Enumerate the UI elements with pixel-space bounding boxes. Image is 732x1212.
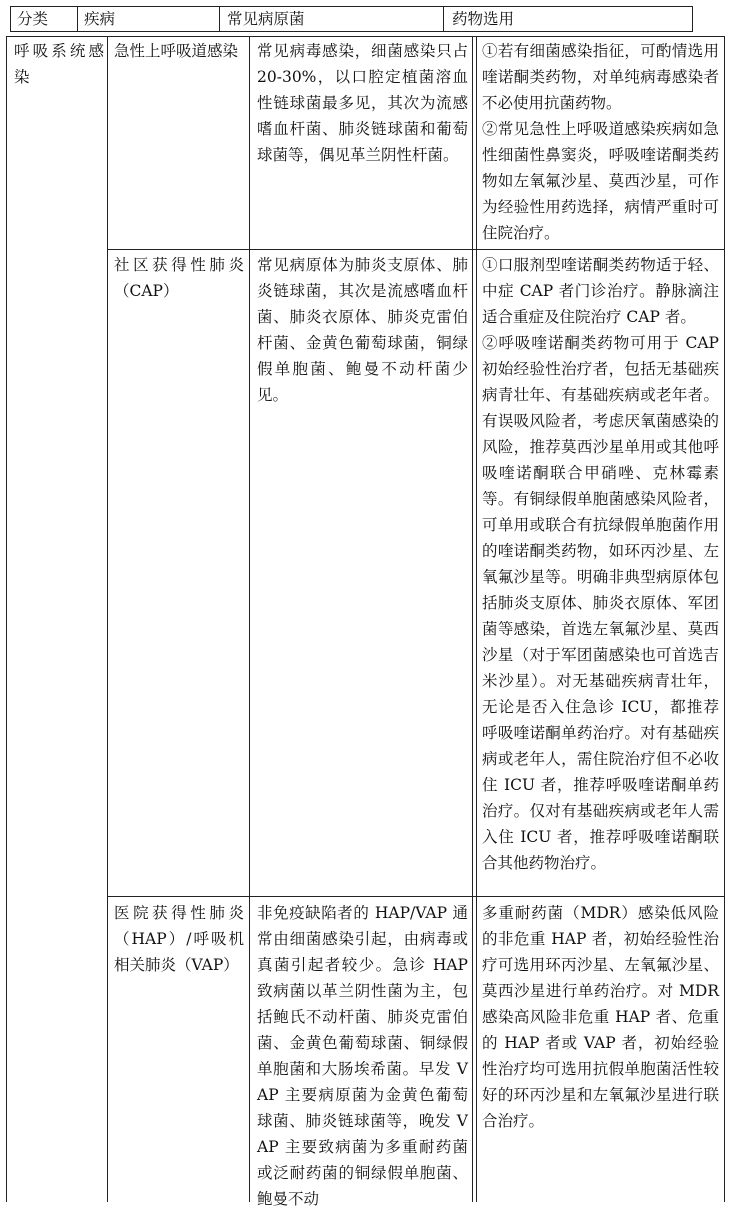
row-1-disease: 急性上呼吸道感染 bbox=[114, 42, 239, 60]
body-col-divider-3 bbox=[472, 36, 473, 1202]
body-left-border bbox=[6, 36, 7, 1202]
header-divider-1 bbox=[77, 6, 78, 32]
row-2-disease: 社区获得性肺炎（CAP） bbox=[114, 256, 244, 300]
body-right-border bbox=[724, 36, 725, 1202]
header-divider-3 bbox=[443, 6, 444, 32]
header-category: 分类 bbox=[17, 10, 49, 28]
row-3-pathogen: 非免疫缺陷者的 HAP/VAP 通常由细菌感染引起，由病毒或真菌引起者较少。急诊 HAP 致病菌以革兰阴性菌为主，包括鲍氏不动杆菌、肺炎克雷伯菌、金黄色葡萄球菌、铜绿假单胞菌和大肠埃希菌。早发 VAP 主要病原菌为金黄色葡萄球菌、肺炎链球菌等，晚发 VAP 主要致病菌为多重耐药菌或泛耐药菌的铜绿假单胞菌、鲍曼不动 bbox=[257, 904, 468, 1208]
row-3-drug-para-1: 多重耐药菌（MDR）感染低风险的非危重 HAP 者，初始经验性治疗可选用环丙沙星、左氧氟沙星、莫西沙星进行单药治疗。对 MDR 感染高风险非危重 HAP 者、危重的 HAP 者或 VAP 者，初始经验性治疗均可选用抗假单胞菌活性较好的环丙沙星和左氧氟沙星进行联合治疗。 bbox=[482, 904, 719, 1130]
header-divider-2 bbox=[219, 6, 220, 32]
header-right-border bbox=[692, 6, 693, 32]
row-3-drug bbox=[482, 900, 719, 1134]
header-pathogen: 常见病原菌 bbox=[227, 10, 305, 28]
header-bottom-border bbox=[10, 31, 693, 32]
row-divider-2 bbox=[107, 896, 725, 897]
row-1-drug-para-2: ②常见急性上呼吸道感染疾病如急性细菌性鼻窦炎，呼吸喹诺酮类药物如左氧氟沙星、莫西沙星，可作为经验性用药选择，病情严重时可住院治疗。 bbox=[482, 120, 719, 242]
row-divider-1 bbox=[107, 249, 725, 250]
row-1-drug bbox=[482, 38, 719, 246]
row-1-pathogen: 常见病毒感染，细菌感染只占20-30%，以口腔定植菌溶血性链球菌最多见，其次为流感嗜血杆菌、肺炎链球菌和葡萄球菌等，偶见革兰阴性杆菌。 bbox=[257, 42, 468, 164]
header-top-border bbox=[10, 6, 693, 7]
row-2-drug-para-2: ②呼吸喹诺酮类药物可用于 CAP 初始经验性治疗者，包括无基础疾病青壮年、有基础疾病或老年者。有误吸风险者，考虑厌氧菌感染的风险，推荐莫西沙星单用或其他呼吸喹诺酮联合甲硝唑、克林霉素等。有铜绿假单胞菌感染风险者，可单用或联合有抗绿假单胞菌作用的喹诺酮类药物，如环丙沙星、左氧氟沙星等。明确非典型病原体包括肺炎支原体、肺炎衣原体、军团菌等感染，首选左氧氟沙星、莫西沙星（对于军团菌感染也可首选吉米沙星）。对无基础疾病青壮年，无论是否入住急诊 ICU，都推荐呼吸喹诺酮单药治疗。对有基础疾病或老年人，需住院治疗但不必收住 ICU 者，推荐呼吸喹诺酮单药治疗。仅对有基础疾病或老年人需入住 ICU 者，推荐呼吸喹诺酮联合其他药物治疗。 bbox=[482, 334, 719, 872]
header-left-border bbox=[10, 6, 11, 32]
body-col-divider-4 bbox=[476, 36, 477, 1202]
body-top-border bbox=[6, 36, 725, 37]
row-2-drug-para-1: ①口服剂型喹诺酮类药物适于轻、中症 CAP 者门诊治疗。静脉滴注适合重症及住院治疗 CAP 者。 bbox=[482, 256, 719, 326]
row-1-drug-para-1: ①若有细菌感染指征，可酌情选用喹诺酮类药物，对单纯病毒感染者不必使用抗菌药物。 bbox=[482, 42, 719, 112]
body-col-divider-1 bbox=[107, 36, 108, 1202]
body-col-divider-2 bbox=[249, 36, 250, 1202]
header-drug: 药物选用 bbox=[452, 10, 515, 28]
category-cell: 呼吸系统感染 bbox=[14, 42, 104, 86]
header-disease: 疾病 bbox=[84, 10, 116, 28]
row-2-drug bbox=[482, 252, 719, 876]
row-2-pathogen: 常见病原体为肺炎支原体、肺炎链球菌，其次是流感嗜血杆菌、肺炎衣原体、肺炎克雷伯杆菌、金黄色葡萄球菌，铜绿假单胞菌、鲍曼不动杆菌少见。 bbox=[257, 256, 468, 404]
row-3-disease: 医院获得性肺炎（HAP）/呼吸机相关肺炎（VAP） bbox=[114, 904, 244, 974]
